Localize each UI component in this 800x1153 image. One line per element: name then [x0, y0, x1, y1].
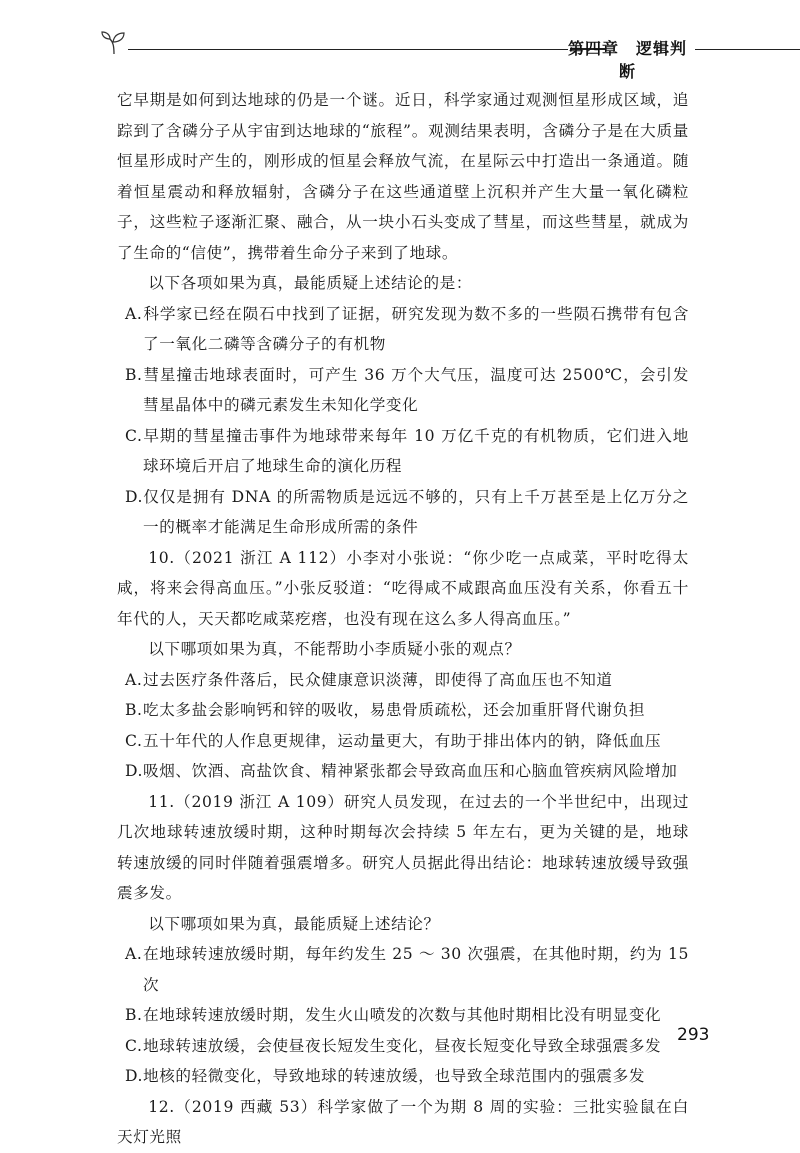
option-text: 地球转速放缓，会使昼夜长短发生变化，昼夜长短变化导致全球强震多发 [143, 1036, 662, 1055]
header-rule-left [128, 49, 568, 50]
q10-option-b [117, 695, 689, 726]
option-text: 在地球转速放缓时期，发生火山喷发的次数与其他时期相比没有明显变化 [143, 1006, 662, 1024]
q9-option-a [117, 299, 689, 360]
running-header [100, 30, 705, 81]
option-text: 吸烟、饮酒、高盐饮食、精神紧张都会导致高血压和心脑血管疾病风险增加 [143, 762, 678, 780]
option-label: C. [125, 1036, 143, 1055]
q9-option-c [117, 421, 689, 482]
q11-stem: 以下哪项如果为真，最能质疑上述结论？ [148, 914, 440, 933]
sprout-leaf-icon [100, 30, 130, 56]
option-text: 彗星撞击地球表面时，可产生 36 万个大气压，温度可达 2500℃，会引发彗星晶体中的磷元素发生未知化学变化 [143, 365, 689, 414]
q9-option-d [117, 482, 689, 543]
q11-option-b [117, 1000, 689, 1031]
option-text: 早期的彗星撞击事件为地球带来每年 10 万亿千克的有机物质，它们进入地球环境后开启了地球生命的演化历程 [143, 426, 689, 475]
option-label: A. [125, 304, 143, 323]
option-text: 科学家已经在陨石中找到了证据，研究发现为数不多的一些陨石携带有包含了一氧化二磷等含磷分子的有机物 [143, 304, 689, 353]
q11-option-c [117, 1031, 689, 1062]
header-rule-right [695, 49, 800, 50]
option-label: D. [125, 487, 144, 506]
q10-stem: 以下哪项如果为真，不能帮助小李质疑小张的观点？ [148, 640, 521, 658]
q12-intro: 12.（2019 西藏 53）科学家做了一个为期 8 周的实验：三批实验鼠在白天灯光照 [117, 1097, 689, 1146]
option-label: C. [125, 731, 143, 750]
q11-option-a [117, 939, 689, 1000]
option-text: 地核的轻微变化，导致地球的转速放缓，也导致全球范围内的强震多发 [143, 1067, 646, 1085]
q10-option-a [117, 665, 689, 696]
option-text: 在地球转速放缓时期，每年约发生 25 ～ 30 次强震，在其他时期，约为 15 次 [143, 945, 689, 994]
page-content [117, 85, 689, 1153]
q9-option-b [117, 360, 689, 421]
q10-intro: 10.（2021 浙江 A 112）小李对小张说：“你少吃一点咸菜，平时吃得太咸，将来会得高血压。”小张反驳道：“吃得咸不咸跟高血压没有关系，你看五十年代的人，天天都吃咸菜疙瘩，也没有现在这么多人得高血压。” [117, 548, 689, 628]
option-text: 过去医疗条件落后，民众健康意识淡薄，即使得了高血压也不知道 [143, 670, 613, 689]
option-text: 仅仅是拥有 DNA 的所需物质是远远不够的，只有上千万甚至是上亿万分之一的概率才能满足生命形成所需的条件 [143, 487, 689, 536]
option-text: 吃太多盐会影响钙和锌的吸收，易患骨质疏松，还会加重肝肾代谢负担 [143, 701, 646, 719]
q9-stem: 以下各项如果为真，最能质疑上述结论的是： [148, 274, 473, 292]
option-label: B. [125, 701, 143, 719]
q10-option-c [117, 726, 689, 757]
q11-intro: 11.（2019 浙江 A 109）研究人员发现，在过去的一个半世纪中，出现过几次地球转速放缓时期，这种时期每次会持续 5 年左右，更为关键的是，地球转速放缓的同时伴随着强震增多。研究人员据此得出结论：地球转速放缓导致强震多发。 [117, 792, 689, 902]
intro-paragraph: 它早期是如何到达地球的仍是一个谜。近日，科学家通过观测恒星形成区域，追踪到了含磷分子从宇宙到达地球的“旅程”。观测结果表明，含磷分子是在大质量恒星形成时产生的，刚形成的恒星会释放气流，在星际云中打造出一条通道。随着恒星震动和释放辐射，含磷分子在这些通道壁上沉积并产生大量一氧化磷粒子，这些粒子逐渐汇聚、融合，从一块小石头变成了彗星，而这些彗星，就成为了生命的“信使”，携带着生命分子来到了地球。 [117, 91, 689, 262]
option-label: D. [125, 762, 144, 780]
option-label: A. [125, 945, 143, 963]
option-label: D. [125, 1067, 144, 1085]
page-number: 293 [677, 1025, 710, 1045]
q11-option-d [117, 1061, 689, 1092]
option-text: 五十年代的人作息更规律，运动量更大，有助于排出体内的钠，降低血压 [143, 731, 662, 750]
q10-option-d [117, 756, 689, 787]
chapter-title: 第四章 逻辑判断 [567, 39, 687, 81]
option-label: B. [125, 1006, 143, 1024]
option-label: C. [125, 426, 143, 445]
option-label: B. [125, 365, 143, 384]
option-label: A. [125, 670, 143, 689]
